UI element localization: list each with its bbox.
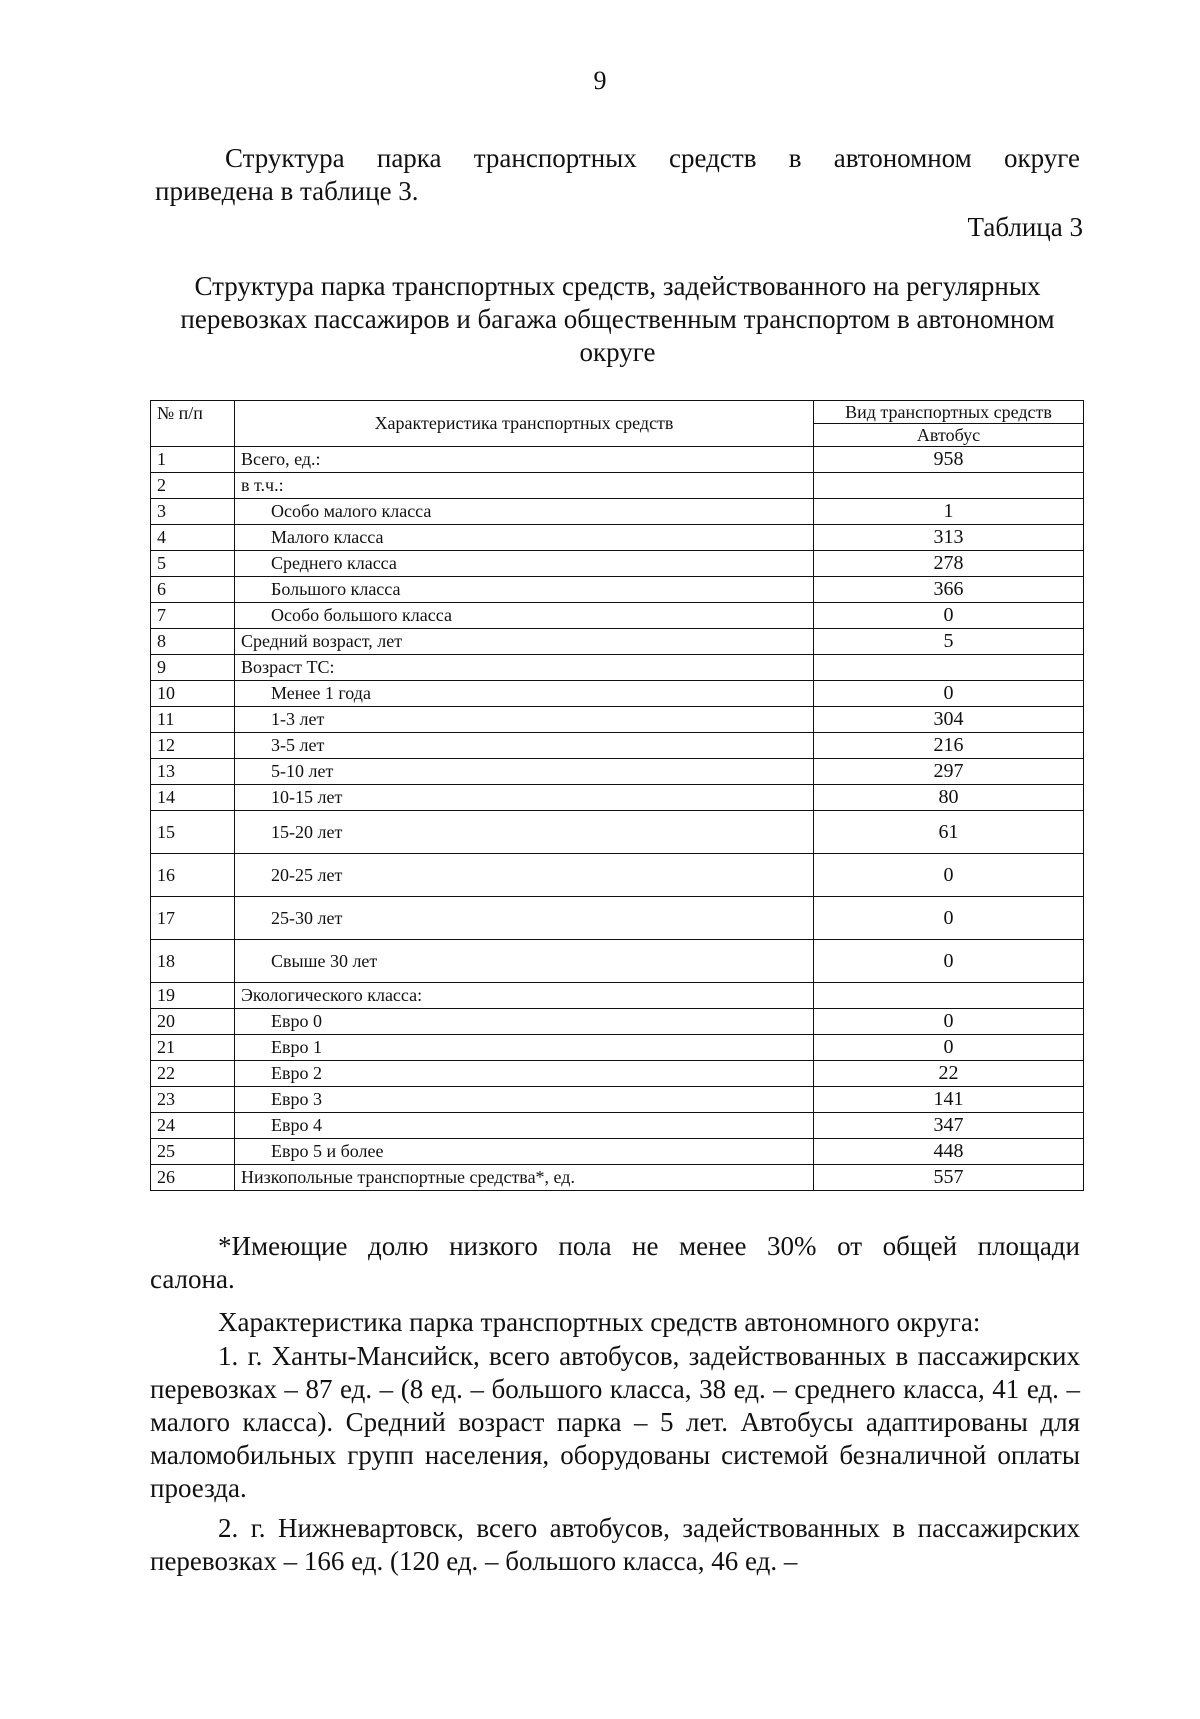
row-number: 23 bbox=[151, 1087, 235, 1113]
table-row bbox=[151, 629, 1084, 655]
table-row bbox=[151, 811, 1084, 854]
footnote-line-1: *Имеющие долю низкого пола не менее 30% от общей площади bbox=[218, 1231, 1080, 1261]
row-characteristic: 10-15 лет bbox=[235, 785, 814, 811]
row-value: 0 bbox=[814, 940, 1084, 983]
row-number: 21 bbox=[151, 1035, 235, 1061]
row-value: 22 bbox=[814, 1061, 1084, 1087]
row-value: 958 bbox=[814, 447, 1084, 473]
row-characteristic: Большого класса bbox=[235, 577, 814, 603]
row-number: 11 bbox=[151, 707, 235, 733]
row-value: 448 bbox=[814, 1139, 1084, 1165]
row-number: 9 bbox=[151, 655, 235, 681]
row-number: 20 bbox=[151, 1009, 235, 1035]
row-value: 80 bbox=[814, 785, 1084, 811]
table-row bbox=[151, 603, 1084, 629]
row-number: 5 bbox=[151, 551, 235, 577]
footnote-line-2: салона. bbox=[150, 1264, 235, 1294]
table-row bbox=[151, 447, 1084, 473]
table-row bbox=[151, 499, 1084, 525]
row-characteristic: Малого класса bbox=[235, 525, 814, 551]
row-characteristic: Возраст ТС: bbox=[235, 655, 814, 681]
row-value: 141 bbox=[814, 1087, 1084, 1113]
row-characteristic: Особо малого класса bbox=[235, 499, 814, 525]
row-value: 304 bbox=[814, 707, 1084, 733]
row-characteristic: Средний возраст, лет bbox=[235, 629, 814, 655]
section-heading: Характеристика парка транспортных средств автономного округа: bbox=[218, 1307, 981, 1337]
row-number: 18 bbox=[151, 940, 235, 983]
table-row bbox=[151, 940, 1084, 983]
table-row bbox=[151, 1165, 1084, 1191]
row-number: 16 bbox=[151, 854, 235, 897]
table-row bbox=[151, 759, 1084, 785]
intro-line-2: приведена в таблице 3. bbox=[155, 176, 419, 206]
row-characteristic: Евро 2 bbox=[235, 1061, 814, 1087]
row-characteristic: Всего, ед.: bbox=[235, 447, 814, 473]
row-value: 5 bbox=[814, 629, 1084, 655]
row-characteristic: Евро 4 bbox=[235, 1113, 814, 1139]
table-row bbox=[151, 983, 1084, 1009]
row-number: 12 bbox=[151, 733, 235, 759]
header-characteristic: Характеристика транспортных средств bbox=[235, 401, 814, 447]
table-row bbox=[151, 655, 1084, 681]
table-row bbox=[151, 785, 1084, 811]
row-value: 0 bbox=[814, 854, 1084, 897]
table-row bbox=[151, 577, 1084, 603]
row-value bbox=[814, 655, 1084, 681]
table-row bbox=[151, 681, 1084, 707]
table-row bbox=[151, 1061, 1084, 1087]
row-number: 14 bbox=[151, 785, 235, 811]
row-characteristic: в т.ч.: bbox=[235, 473, 814, 499]
row-number: 1 bbox=[151, 447, 235, 473]
row-number: 15 bbox=[151, 811, 235, 854]
paragraph-nizhnevartovsk: 2. г. Нижневартовск, всего автобусов, задействованных в пассажирских перевозках – 166 ед. (120 ед. – большого класса, 46 ед. – bbox=[150, 1513, 1080, 1576]
header-bus: Автобус bbox=[814, 424, 1084, 447]
paragraph-khanty-mansiysk: 1. г. Ханты-Мансийск, всего автобусов, задействованных в пассажирских перевозках – 87 ед. – (8 ед. – большого класса, 38 ед. – среднего класса, 41 ед. – малого класса). Средний возраст парка – 5 лет. Автобусы адаптированы для маломобильных групп населения, оборудованы системой безналичной оплаты проезда. bbox=[150, 1341, 1080, 1503]
row-value: 0 bbox=[814, 681, 1084, 707]
row-characteristic: Евро 3 bbox=[235, 1087, 814, 1113]
row-value: 1 bbox=[814, 499, 1084, 525]
row-number: 6 bbox=[151, 577, 235, 603]
table-row bbox=[151, 707, 1084, 733]
row-characteristic: Евро 1 bbox=[235, 1035, 814, 1061]
page-number: 9 bbox=[593, 66, 607, 95]
table-row bbox=[151, 733, 1084, 759]
header-vehicle-type: Вид транспортных средств bbox=[814, 401, 1084, 424]
row-number: 26 bbox=[151, 1165, 235, 1191]
row-value: 61 bbox=[814, 811, 1084, 854]
row-value: 0 bbox=[814, 1009, 1084, 1035]
row-number: 17 bbox=[151, 897, 235, 940]
row-value: 347 bbox=[814, 1113, 1084, 1139]
intro-line-1: Структура парка транспортных средств в автономном округе bbox=[225, 143, 1080, 173]
table-row bbox=[151, 897, 1084, 940]
row-number: 10 bbox=[151, 681, 235, 707]
row-characteristic: Экологического класса: bbox=[235, 983, 814, 1009]
row-number: 19 bbox=[151, 983, 235, 1009]
row-characteristic: Евро 5 и более bbox=[235, 1139, 814, 1165]
row-value: 216 bbox=[814, 733, 1084, 759]
row-number: 25 bbox=[151, 1139, 235, 1165]
table-row bbox=[151, 1009, 1084, 1035]
row-characteristic: 25-30 лет bbox=[235, 897, 814, 940]
header-number: № п/п bbox=[151, 401, 235, 447]
row-value: 366 bbox=[814, 577, 1084, 603]
row-characteristic: Низкопольные транспортные средства*, ед. bbox=[235, 1165, 814, 1191]
table-row bbox=[151, 1113, 1084, 1139]
row-characteristic: Свыше 30 лет bbox=[235, 940, 814, 983]
row-characteristic: 3-5 лет bbox=[235, 733, 814, 759]
table-label: Таблица 3 bbox=[967, 212, 1083, 242]
table-row bbox=[151, 1139, 1084, 1165]
table-row bbox=[151, 1087, 1084, 1113]
row-value bbox=[814, 473, 1084, 499]
row-number: 4 bbox=[151, 525, 235, 551]
row-characteristic: 5-10 лет bbox=[235, 759, 814, 785]
row-number: 13 bbox=[151, 759, 235, 785]
table-row bbox=[151, 854, 1084, 897]
row-number: 7 bbox=[151, 603, 235, 629]
row-value: 0 bbox=[814, 897, 1084, 940]
row-characteristic: 15-20 лет bbox=[235, 811, 814, 854]
table-row bbox=[151, 551, 1084, 577]
table-row bbox=[151, 473, 1084, 499]
row-characteristic: 20-25 лет bbox=[235, 854, 814, 897]
row-value: 278 bbox=[814, 551, 1084, 577]
row-characteristic: Среднего класса bbox=[235, 551, 814, 577]
row-value bbox=[814, 983, 1084, 1009]
row-number: 2 bbox=[151, 473, 235, 499]
table-title: Структура парка транспортных средств, задействованного на регулярных перевозках пассажиров и багажа общественным транспортом в автономном округе bbox=[180, 271, 1055, 367]
row-value: 0 bbox=[814, 603, 1084, 629]
row-number: 24 bbox=[151, 1113, 235, 1139]
table-row bbox=[151, 525, 1084, 551]
row-characteristic: Менее 1 года bbox=[235, 681, 814, 707]
row-characteristic: Особо большого класса bbox=[235, 603, 814, 629]
row-number: 8 bbox=[151, 629, 235, 655]
table-row bbox=[151, 1035, 1084, 1061]
fleet-structure-table bbox=[150, 400, 1084, 1191]
row-number: 22 bbox=[151, 1061, 235, 1087]
row-value: 297 bbox=[814, 759, 1084, 785]
row-value: 313 bbox=[814, 525, 1084, 551]
row-number: 3 bbox=[151, 499, 235, 525]
row-characteristic: 1-3 лет bbox=[235, 707, 814, 733]
row-characteristic: Евро 0 bbox=[235, 1009, 814, 1035]
row-value: 557 bbox=[814, 1165, 1084, 1191]
row-value: 0 bbox=[814, 1035, 1084, 1061]
